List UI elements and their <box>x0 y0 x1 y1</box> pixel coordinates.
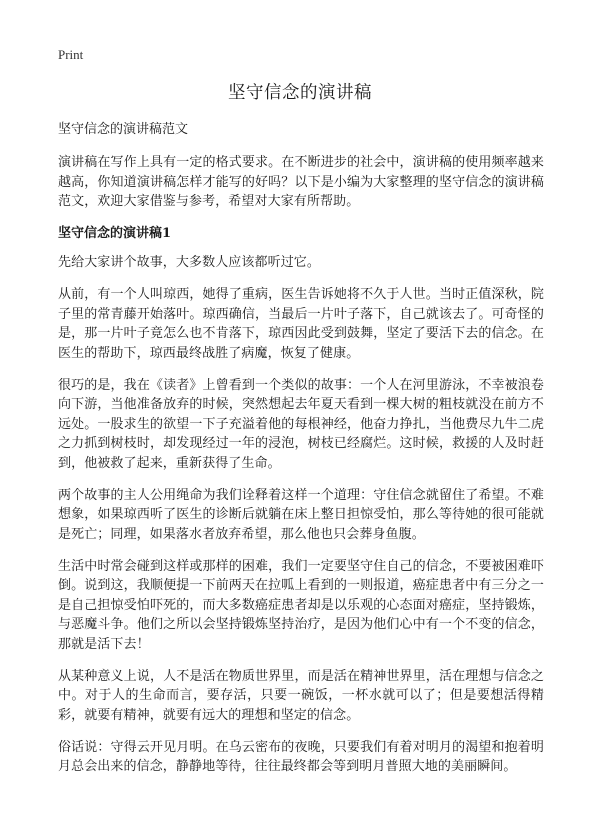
body-paragraph-5: 生活中时常会碰到这样或那样的困难，我们一定要坚守住自己的信念，不要被困难吓倒。说到这，我顺便提一下前两天在拉呱上看到的一则报道，癌症患者中有三分之一是自己担惊受怕吓死的，而大多数癌症患者却是以乐观的心态面对癌症，坚持锻炼，与恶魔斗争。他们之所以会坚持锻炼坚持治疗，是因为他们心中有一个不变的信念，那就是活下去！ <box>58 558 544 652</box>
body-paragraph-1: 先给大家讲个故事，大多数人应该都听过它。 <box>58 255 321 270</box>
body-paragraph-2: 从前，有一个人叫琼西，她得了重病，医生告诉她将不久于人世。当时正值深秋，院子里的常青藤开始落叶。琼西确信，当最后一片叶子落下，自己就该去了。可奇怪的是，那一片叶子竟怎么也不肯落下，琼西因此受到鼓舞，坚定了要活下去的信念。在医生的帮助下，琼西最终战胜了病魔，恢复了健康。 <box>58 287 544 361</box>
body-paragraph-7: 俗话说：守得云开见月明。在乌云密布的夜晚，只要我们有着对明月的渴望和抱着明月总会出来的信念，静静地等待，往往最终都会等到明月普照大地的美丽瞬间。 <box>58 739 544 774</box>
intro-paragraph: 演讲稿在写作上具有一定的格式要求。在不断进步的社会中，演讲稿的使用频率越来越高，你知道演讲稿怎样才能写的好吗？以下是小编为大家整理的坚守信念的演讲稿范文，欢迎大家借鉴与参考，希望对大家有所帮助。 <box>58 155 544 209</box>
section-heading: 坚守信念的演讲稿1 <box>58 226 172 241</box>
body-paragraph-4: 两个故事的主人公用绳命为我们诠释着这样一个道理：守住信念就留住了希望。不难想象，如果琼西听了医生的诊断后就躺在床上整日担惊受怕，那么等待她的很可能就是死亡；同理，如果落水者放弃希望，那么他也只会葬身鱼腹。 <box>58 487 544 542</box>
body-paragraph-3: 很巧的是，我在《读者》上曾看到一个类似的故事：一个人在河里游泳，不幸被浪卷向下游，当他准备放弃的时候，突然想起去年夏天看到一棵大树的粗枝就没在前方不远处。一股求生的欲望一下子充溢着他的每根神经，他奋力挣扎，当他费尽九牛二虎之力抓到树枝时，却发现经过一年的浸泡，树枝已经腐烂。这时候，救援的人及时赶到，他被救了起来，重新获得了生命。 <box>58 377 544 471</box>
body-paragraph-6: 从某种意义上说，人不是活在物质世界里，而是活在精神世界里，活在理想与信念之中。对于人的生命而言，要存活，只要一碗饭，一杯水就可以了；但是要想活得精彩，就要有精神，就要有远大的理想和坚定的信念。 <box>58 668 544 723</box>
document-body <box>58 120 544 789</box>
page-title: 坚守信念的演讲稿 <box>228 83 372 103</box>
print-link[interactable]: Print <box>58 47 84 62</box>
document-subtitle: 坚守信念的演讲稿范文 <box>58 122 189 137</box>
